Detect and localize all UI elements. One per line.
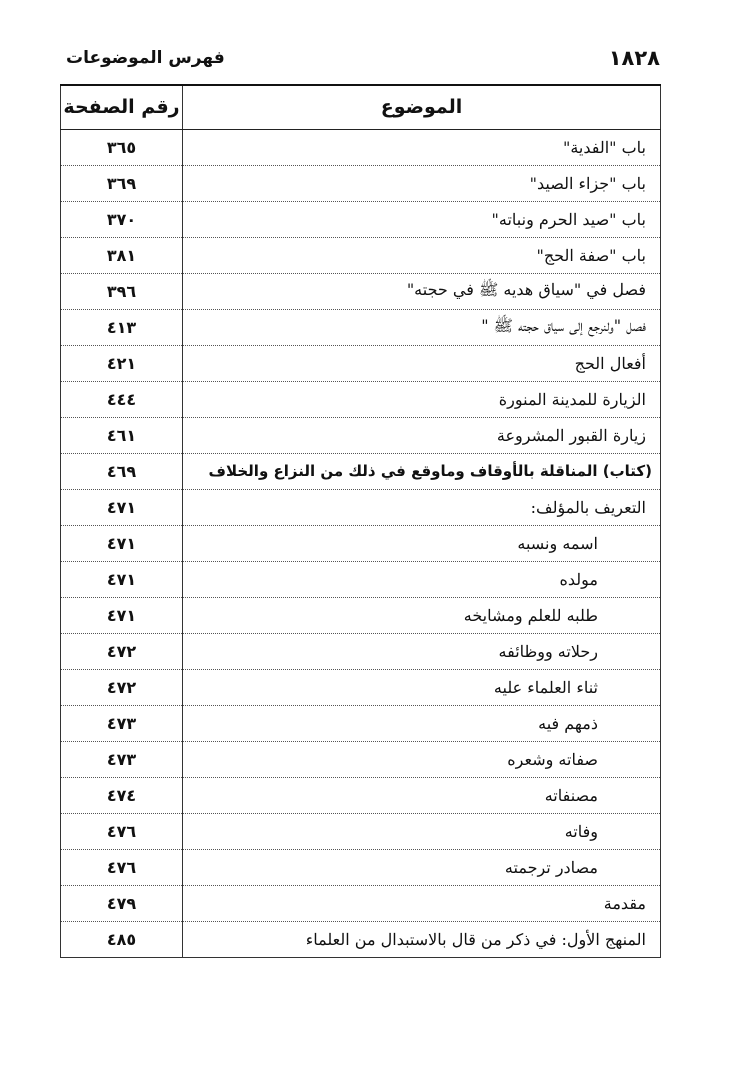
row-page-number: ٤٧٩ [61, 885, 183, 921]
table-row [61, 921, 661, 957]
row-topic: رحلاته ووظائفه [183, 633, 661, 669]
row-page-number: ٤٧١ [61, 597, 183, 633]
table-row [61, 129, 661, 165]
table-row [61, 813, 661, 849]
row-page-number: ٤٤٤ [61, 381, 183, 417]
table-row [61, 561, 661, 597]
table-row [61, 669, 661, 705]
column-header-page: رقم الصفحة [61, 85, 183, 129]
row-page-number: ٤٧١ [61, 561, 183, 597]
table-row [61, 777, 661, 813]
row-page-number: ٣٨١ [61, 237, 183, 273]
row-page-number: ٤٧٢ [61, 633, 183, 669]
row-page-number: ٤٧٣ [61, 741, 183, 777]
table-row [61, 381, 661, 417]
row-page-number: ٤٨٥ [61, 921, 183, 957]
row-page-number: ٤٧٦ [61, 849, 183, 885]
table-row [61, 525, 661, 561]
page-header [66, 46, 660, 76]
table-row [61, 705, 661, 741]
table-row [61, 741, 661, 777]
row-page-number: ٤٧١ [61, 489, 183, 525]
column-header-topic: الموضوع [183, 85, 661, 129]
row-topic: أفعال الحج [183, 345, 661, 381]
row-topic: (كتاب) المناقلة بالأوقاف وماوقع في ذلك من النزاع والخلاف [183, 453, 661, 489]
row-topic: مولده [183, 561, 661, 597]
row-page-number: ٤٧١ [61, 525, 183, 561]
row-topic: ذمهم فيه [183, 705, 661, 741]
row-topic: التعريف بالمؤلف: [183, 489, 661, 525]
row-topic: مقدمة [183, 885, 661, 921]
table-row [61, 453, 661, 489]
row-topic: الزيارة للمدينة المنورة [183, 381, 661, 417]
index-table [60, 84, 661, 958]
table-row [61, 633, 661, 669]
table-row [61, 849, 661, 885]
row-page-number: ٤٦١ [61, 417, 183, 453]
row-topic: باب "جزاء الصيد" [183, 165, 661, 201]
row-topic: اسمه ونسبه [183, 525, 661, 561]
row-topic: مصنفاته [183, 777, 661, 813]
row-topic: زيارة القبور المشروعة [183, 417, 661, 453]
row-topic: باب "صيد الحرم ونباته" [183, 201, 661, 237]
row-topic: فصل في "سياق هديه ﷺ في حجته" [183, 273, 661, 309]
table-row [61, 597, 661, 633]
row-page-number: ٣٦٥ [61, 129, 183, 165]
row-topic: وفاته [183, 813, 661, 849]
table-header-row [61, 85, 661, 129]
row-topic: المنهج الأول: في ذكر من قال بالاستبدال من العلماء [183, 921, 661, 957]
row-topic: مصادر ترجمته [183, 849, 661, 885]
row-topic: صفاته وشعره [183, 741, 661, 777]
row-topic: ثناء العلماء عليه [183, 669, 661, 705]
row-page-number: ٤٢١ [61, 345, 183, 381]
table-row [61, 885, 661, 921]
row-page-number: ٤٦٩ [61, 453, 183, 489]
row-topic: باب "الفدية" [183, 129, 661, 165]
table-row [61, 489, 661, 525]
table-row [61, 345, 661, 381]
row-page-number: ٤٧٣ [61, 705, 183, 741]
page-number: ١٨٢٨ [608, 46, 660, 70]
row-page-number: ٤٧٦ [61, 813, 183, 849]
table-row [61, 273, 661, 309]
row-page-number: ٤٧٢ [61, 669, 183, 705]
row-page-number: ٣٦٩ [61, 165, 183, 201]
row-page-number: ٣٩٦ [61, 273, 183, 309]
running-title: فهرس الموضوعات [66, 48, 225, 68]
table-row [61, 417, 661, 453]
table-row [61, 165, 661, 201]
row-page-number: ٣٧٠ [61, 201, 183, 237]
table-row [61, 309, 661, 345]
row-topic: فصل "ولنرجع إلى سياق حجته ﷺ " [183, 309, 661, 345]
row-page-number: ٤١٣ [61, 309, 183, 345]
table-row [61, 237, 661, 273]
row-topic: طلبه للعلم ومشايخه [183, 597, 661, 633]
table-row [61, 201, 661, 237]
table-body [61, 129, 661, 957]
row-page-number: ٤٧٤ [61, 777, 183, 813]
row-topic: باب "صفة الحج" [183, 237, 661, 273]
